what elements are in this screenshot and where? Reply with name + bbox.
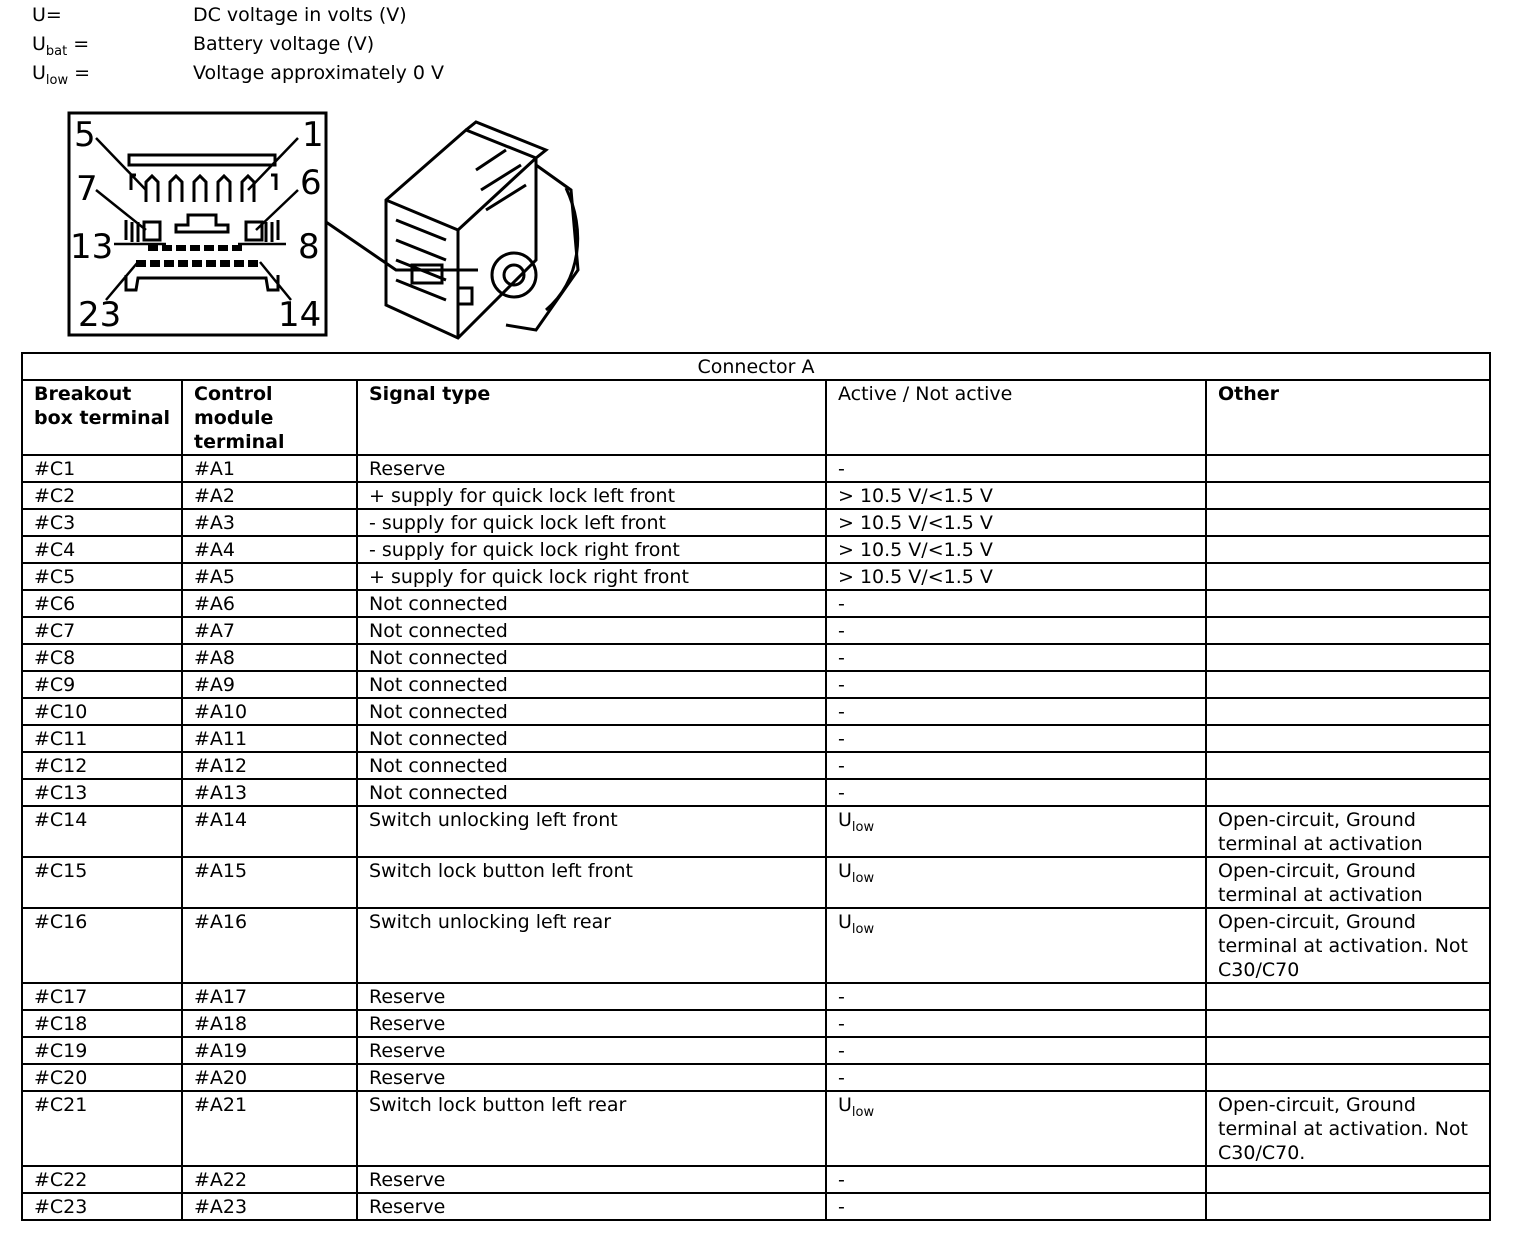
cell-active-state <box>826 455 1206 482</box>
cell-breakout-terminal: #C11 <box>22 725 182 752</box>
cell-module-terminal: #A10 <box>182 698 357 725</box>
pin-label-13: 13 <box>70 227 114 267</box>
cell-breakout-terminal: #C20 <box>22 1064 182 1091</box>
cell-module-terminal: #A11 <box>182 725 357 752</box>
cell-signal-type: + supply for quick lock right front <box>357 563 826 590</box>
cell-signal-type: Switch unlocking left rear <box>357 908 826 983</box>
cell-other <box>1206 617 1490 644</box>
connector-illustration <box>66 110 596 345</box>
active-value: - <box>838 620 845 642</box>
cell-other <box>1206 779 1490 806</box>
cell-breakout-terminal: #C3 <box>22 509 182 536</box>
table-row <box>22 671 1490 698</box>
cell-active-state <box>826 698 1206 725</box>
cell-active-state <box>826 725 1206 752</box>
active-value: > 10.5 V/<1.5 V <box>838 539 993 561</box>
active-value: > 10.5 V/<1.5 V <box>838 485 993 507</box>
legend-description: DC voltage in volts (V) <box>193 4 407 26</box>
active-value: > 10.5 V/<1.5 V <box>838 512 993 534</box>
cell-other <box>1206 1010 1490 1037</box>
cell-active-state <box>826 617 1206 644</box>
active-value-subscript: low <box>851 921 875 937</box>
table-row <box>22 908 1490 983</box>
cell-module-terminal: #A20 <box>182 1064 357 1091</box>
cell-active-state <box>826 908 1206 983</box>
cell-active-state <box>826 536 1206 563</box>
cell-breakout-terminal: #C23 <box>22 1193 182 1220</box>
connector-a-table <box>21 352 1491 1221</box>
header-module-terminal: Control module terminal <box>182 380 357 455</box>
cell-signal-type: Reserve <box>357 1010 826 1037</box>
cell-active-state <box>826 644 1206 671</box>
active-value: - <box>838 1067 845 1089</box>
pin-label-8: 8 <box>298 227 320 267</box>
cell-signal-type: Reserve <box>357 983 826 1010</box>
cell-other: Open-circuit, Ground terminal at activation <box>1206 806 1490 857</box>
cell-module-terminal: #A23 <box>182 1193 357 1220</box>
legend-description: Voltage approximately 0 V <box>193 62 445 84</box>
cell-other <box>1206 698 1490 725</box>
table-row <box>22 509 1490 536</box>
cell-breakout-terminal: #C9 <box>22 671 182 698</box>
cell-other <box>1206 671 1490 698</box>
legend-symbol: U= <box>32 4 62 26</box>
cell-other <box>1206 482 1490 509</box>
cell-other <box>1206 644 1490 671</box>
cell-module-terminal: #A4 <box>182 536 357 563</box>
table-row <box>22 644 1490 671</box>
pin-label-1: 1 <box>302 115 324 155</box>
table-row <box>22 857 1490 908</box>
cell-breakout-terminal: #C16 <box>22 908 182 983</box>
cell-other <box>1206 590 1490 617</box>
legend-symbol: $U_{low}$ = <box>32 62 91 88</box>
table-row <box>22 617 1490 644</box>
cell-signal-type: - supply for quick lock left front <box>357 509 826 536</box>
active-value: - <box>838 647 845 669</box>
cell-active-state <box>826 1091 1206 1166</box>
active-value-subscript: low <box>851 870 875 886</box>
active-value: U <box>838 911 852 933</box>
cell-active-state <box>826 671 1206 698</box>
cell-breakout-terminal: #C4 <box>22 536 182 563</box>
cell-signal-type: Switch lock button left rear <box>357 1091 826 1166</box>
active-value: - <box>838 1169 845 1191</box>
cell-other: Open-circuit, Ground terminal at activation. Not C30/C70. <box>1206 1091 1490 1166</box>
cell-other <box>1206 563 1490 590</box>
active-value: - <box>838 755 845 777</box>
cell-signal-type: Switch unlocking left front <box>357 806 826 857</box>
cell-module-terminal: #A13 <box>182 779 357 806</box>
cell-breakout-terminal: #C6 <box>22 590 182 617</box>
active-value: - <box>838 458 845 480</box>
table-row <box>22 1166 1490 1193</box>
active-value: - <box>838 701 845 723</box>
cell-other <box>1206 1037 1490 1064</box>
cell-module-terminal: #A7 <box>182 617 357 644</box>
table-row <box>22 983 1490 1010</box>
cell-module-terminal: #A9 <box>182 671 357 698</box>
table-row <box>22 1037 1490 1064</box>
active-value: > 10.5 V/<1.5 V <box>838 566 993 588</box>
pin-label-6: 6 <box>300 163 322 203</box>
cell-active-state <box>826 1193 1206 1220</box>
cell-module-terminal: #A8 <box>182 644 357 671</box>
cell-signal-type: Reserve <box>357 1193 826 1220</box>
cell-active-state <box>826 1064 1206 1091</box>
cell-signal-type: Reserve <box>357 455 826 482</box>
cell-breakout-terminal: #C19 <box>22 1037 182 1064</box>
cell-other <box>1206 1166 1490 1193</box>
legend-symbol: $U_{bat}$ = <box>32 33 90 59</box>
cell-module-terminal: #A21 <box>182 1091 357 1166</box>
cell-other <box>1206 983 1490 1010</box>
table-header-row <box>22 380 1490 455</box>
cell-breakout-terminal: #C1 <box>22 455 182 482</box>
cell-other <box>1206 1193 1490 1220</box>
cell-active-state <box>826 779 1206 806</box>
cell-other: Open-circuit, Ground terminal at activation <box>1206 857 1490 908</box>
cell-signal-type: Not connected <box>357 590 826 617</box>
active-value: - <box>838 674 845 696</box>
pin-label-5: 5 <box>74 115 96 155</box>
cell-signal-type: + supply for quick lock left front <box>357 482 826 509</box>
connector-body <box>386 130 536 338</box>
cell-module-terminal: #A12 <box>182 752 357 779</box>
cell-active-state <box>826 1010 1206 1037</box>
cell-signal-type: - supply for quick lock right front <box>357 536 826 563</box>
cell-signal-type: Reserve <box>357 1166 826 1193</box>
table-row <box>22 482 1490 509</box>
header-other: Other <box>1206 380 1490 455</box>
table-row <box>22 779 1490 806</box>
table-body <box>22 455 1490 1220</box>
cell-module-terminal: #A5 <box>182 563 357 590</box>
active-value: U <box>838 860 852 882</box>
cell-module-terminal: #A19 <box>182 1037 357 1064</box>
active-value: - <box>838 1013 845 1035</box>
cell-signal-type: Not connected <box>357 752 826 779</box>
table-row <box>22 752 1490 779</box>
active-value: U <box>838 809 852 831</box>
cell-breakout-terminal: #C21 <box>22 1091 182 1166</box>
active-value-subscript: low <box>851 1104 875 1120</box>
active-value: - <box>838 728 845 750</box>
cell-active-state <box>826 752 1206 779</box>
table-row <box>22 590 1490 617</box>
header-breakout-terminal: Breakout box terminal <box>22 380 182 455</box>
cell-signal-type: Reserve <box>357 1037 826 1064</box>
cell-other <box>1206 1064 1490 1091</box>
cell-breakout-terminal: #C2 <box>22 482 182 509</box>
header-active-state: Active / Not active <box>826 380 1206 455</box>
cell-active-state <box>826 482 1206 509</box>
cell-breakout-terminal: #C5 <box>22 563 182 590</box>
cell-breakout-terminal: #C18 <box>22 1010 182 1037</box>
cell-active-state <box>826 1166 1206 1193</box>
cell-breakout-terminal: #C7 <box>22 617 182 644</box>
active-value-subscript: low <box>851 819 875 835</box>
cell-breakout-terminal: #C14 <box>22 806 182 857</box>
cell-breakout-terminal: #C17 <box>22 983 182 1010</box>
cell-other <box>1206 455 1490 482</box>
cell-other <box>1206 536 1490 563</box>
cell-module-terminal: #A14 <box>182 806 357 857</box>
cell-module-terminal: #A1 <box>182 455 357 482</box>
cell-signal-type: Not connected <box>357 725 826 752</box>
cell-other: Open-circuit, Ground terminal at activation. Not C30/C70 <box>1206 908 1490 983</box>
active-value: - <box>838 1196 845 1218</box>
cell-active-state <box>826 806 1206 857</box>
cell-module-terminal: #A15 <box>182 857 357 908</box>
cell-module-terminal: #A2 <box>182 482 357 509</box>
cell-breakout-terminal: #C8 <box>22 644 182 671</box>
cell-module-terminal: #A22 <box>182 1166 357 1193</box>
cell-signal-type: Not connected <box>357 779 826 806</box>
cell-breakout-terminal: #C15 <box>22 857 182 908</box>
table-row <box>22 806 1490 857</box>
cell-signal-type: Reserve <box>357 1064 826 1091</box>
cell-active-state <box>826 509 1206 536</box>
cell-module-terminal: #A17 <box>182 983 357 1010</box>
table-row <box>22 1193 1490 1220</box>
table-caption-row <box>22 353 1490 380</box>
active-value: - <box>838 1040 845 1062</box>
table-row <box>22 725 1490 752</box>
table-row <box>22 536 1490 563</box>
cell-breakout-terminal: #C13 <box>22 779 182 806</box>
cell-other <box>1206 509 1490 536</box>
cell-breakout-terminal: #C10 <box>22 698 182 725</box>
leader-line-7 <box>96 190 146 230</box>
legend-description: Battery voltage (V) <box>193 33 375 55</box>
active-value: - <box>838 593 845 615</box>
cell-breakout-terminal: #C12 <box>22 752 182 779</box>
cell-active-state <box>826 983 1206 1010</box>
cell-module-terminal: #A6 <box>182 590 357 617</box>
table-caption: Connector A <box>22 353 1490 380</box>
connector-diagram <box>66 110 596 345</box>
table-row <box>22 1091 1490 1166</box>
pin-label-7: 7 <box>76 169 98 209</box>
pin-label-14: 14 <box>278 295 322 335</box>
table-row <box>22 1064 1490 1091</box>
cell-active-state <box>826 857 1206 908</box>
cell-other <box>1206 752 1490 779</box>
cell-module-terminal: #A3 <box>182 509 357 536</box>
cell-module-terminal: #A16 <box>182 908 357 983</box>
cell-signal-type: Not connected <box>357 698 826 725</box>
cell-active-state <box>826 1037 1206 1064</box>
cell-active-state <box>826 590 1206 617</box>
cell-other <box>1206 725 1490 752</box>
pin-label-23: 23 <box>78 295 122 335</box>
cell-module-terminal: #A18 <box>182 1010 357 1037</box>
table-row <box>22 698 1490 725</box>
cell-signal-type: Not connected <box>357 644 826 671</box>
active-value: - <box>838 782 845 804</box>
table-row <box>22 563 1490 590</box>
cell-active-state <box>826 563 1206 590</box>
active-value: - <box>838 986 845 1008</box>
cell-signal-type: Switch lock button left front <box>357 857 826 908</box>
header-signal-type: Signal type <box>357 380 826 455</box>
table-row <box>22 1010 1490 1037</box>
cell-signal-type: Not connected <box>357 617 826 644</box>
cell-signal-type: Not connected <box>357 671 826 698</box>
table-row <box>22 455 1490 482</box>
active-value: U <box>838 1094 852 1116</box>
cell-breakout-terminal: #C22 <box>22 1166 182 1193</box>
